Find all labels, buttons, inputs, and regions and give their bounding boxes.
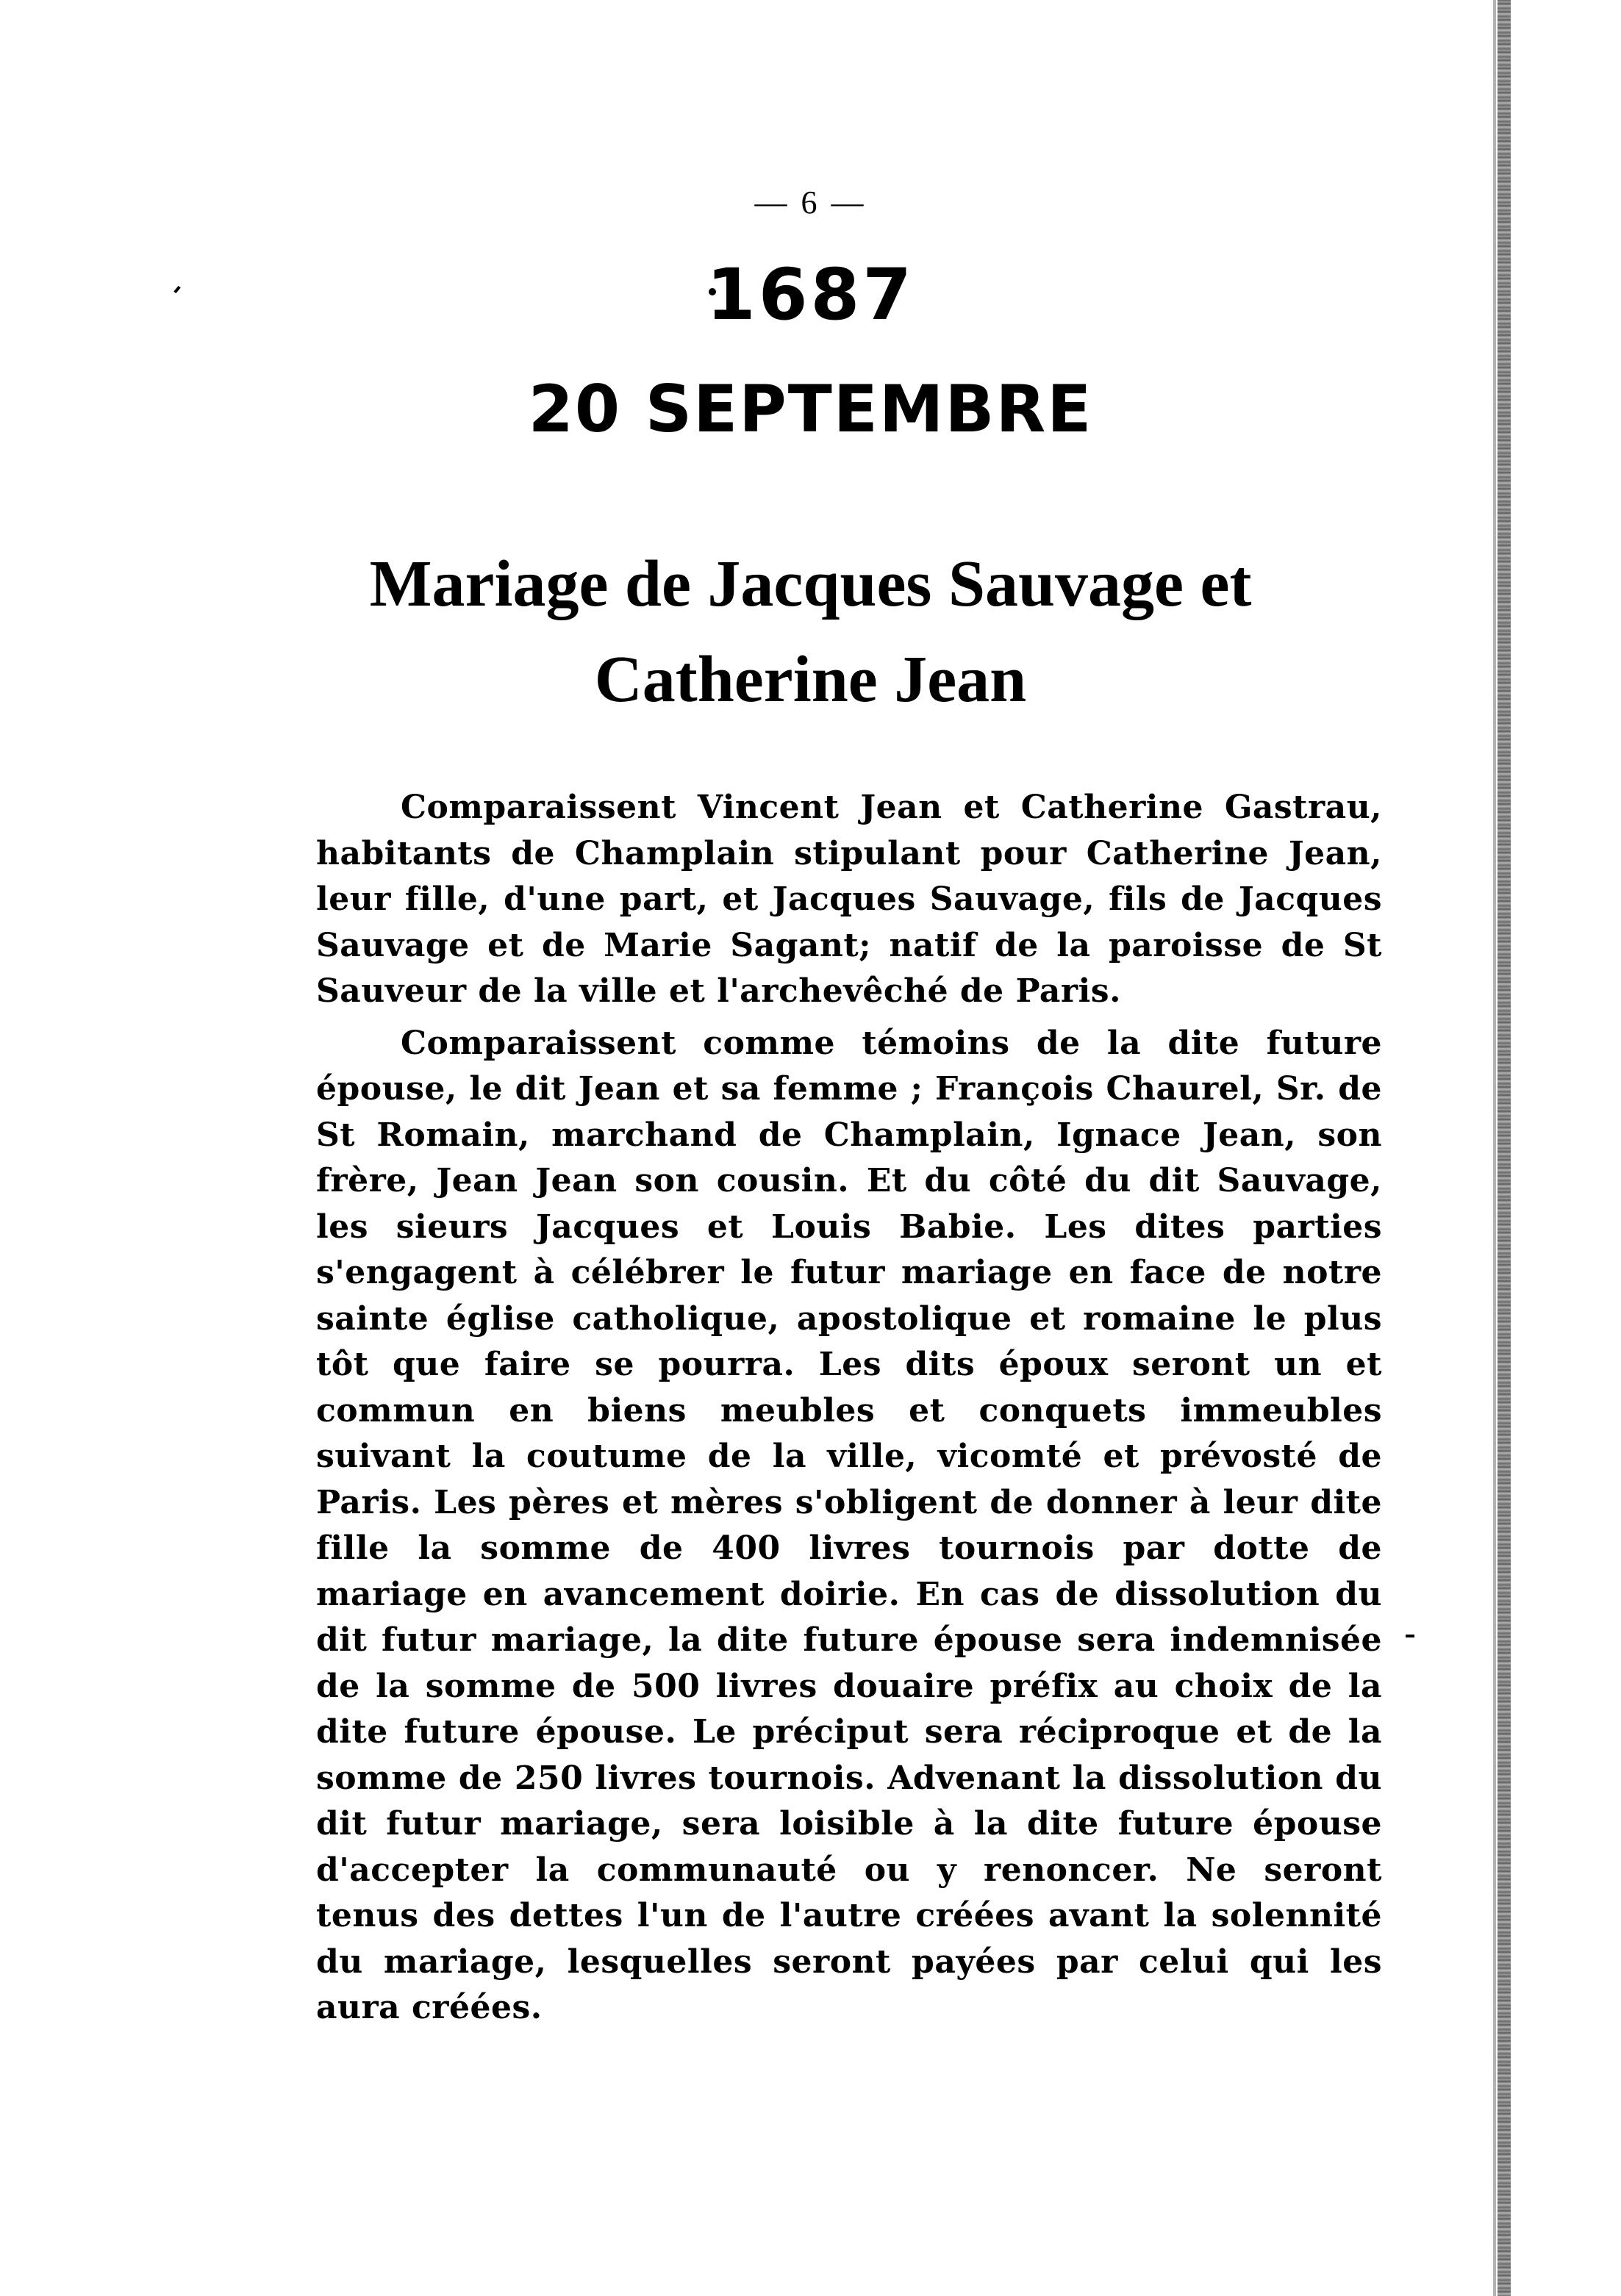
scan-edge-line [1493,0,1496,2296]
year-heading: 1687 [706,254,915,336]
title-line-2: Catherine Jean [594,643,1027,716]
scan-edge-strip [1497,0,1511,2296]
title-line-1: Mariage de Jacques Sauvage et [369,548,1252,620]
date-heading: 20 SEPTEMBRE [528,371,1093,447]
document-title [221,537,1400,728]
paragraph-1: Comparaissent Vincent Jean et Catherine Gastrau, habitants de Champlain stipulant pour Catherine Jean, leur fille, d'une part, et Jacques Sauvage, fils de Jacques Sauvage et de Marie Sagant; natif de la paroisse de St Sauveur de la ville et l'archevêché de Paris. [316,789,1382,1010]
stray-mark-right [1406,1635,1414,1637]
page-number: — 6 — [754,184,867,220]
body-text [316,785,1382,2037]
paragraph-2: Comparaissent comme témoins de la dite future épouse, le dit Jean et sa femme ; François Chaurel, Sr. de St Romain, marchand de Champlain, Ignace Jean, son frère, Jean Jean son cousin. Et du côté du dit Sauvage, les sieurs Jacques et Louis Babie. Les dites parties s'engagent à célébrer le futur mariage en face de notre sainte église catholique, apostolique et romaine le plus tôt que faire se pourra. Les dits époux seront un et commun en biens meubles et conquets immeubles suivant la coutume de la ville, vicomté et prévosté de Paris. Les pères et mères s'obligent de donner à leur dite fille la somme de 400 livres tournois par dotte de mariage en avancement doirie. En cas de dissolution du dit futur mariage, la dite future épouse sera indemnisée de la somme de 500 livres douaire préfix au choix de la dite future épouse. Le préciput sera réciproque et de la somme de 250 livres tournois. Advenant la dissolution du dit futur mariage, sera loisible à la dite future épouse d'accepter la communauté ou y renoncer. Ne seront tenus des dettes l'un de l'autre créées avant la solennité du mariage, lesquelles seront payées par celui qui les aura créées. [316,1024,1382,2026]
